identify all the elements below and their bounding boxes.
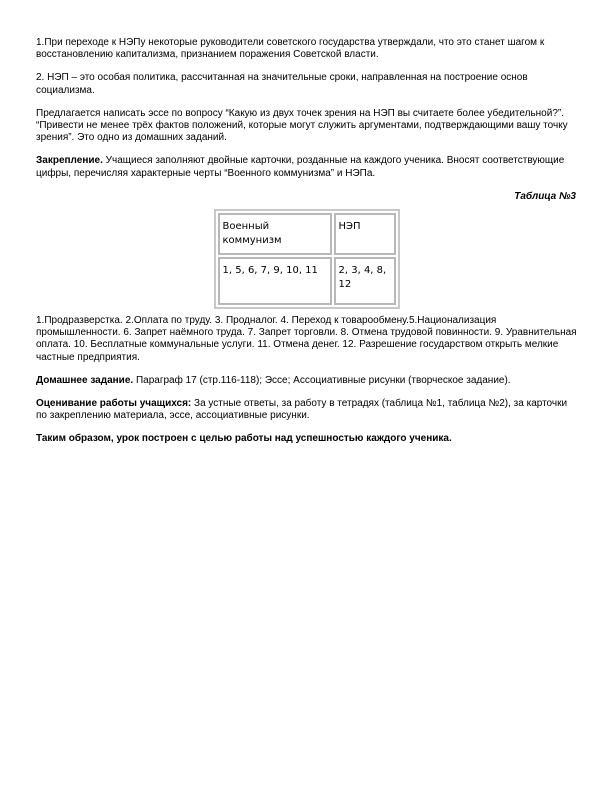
paragraph-viewpoint-1: 1.При переходе к НЭПу некоторые руководители советского государства утверждали, что это станет шагом к восстановлению капитализма, признанием поражения Советской власти. — [36, 37, 545, 61]
table-row — [218, 257, 396, 305]
paragraph-viewpoint-2: 2. НЭП – это особая политика, рассчитанная на значительные сроки, направленная на построение основ социализма. — [36, 72, 528, 96]
paragraph-conclusion: Таким образом, урок построен с целью работы над успешностью каждого ученика. — [36, 433, 452, 445]
cell-nep-numbers: 2, 3, 4, 8, 12 — [334, 257, 396, 305]
comparison-table — [214, 209, 400, 309]
paragraph-essay-task: Предлагается написать эссе по вопросу “Какую из двух точек зрения на НЭП вы считаете более убедительной?”. “Привести не менее трёх фактов положений, которые могут служить аргументами, подтверждающими вашу точку зрения”. Это одно из домашних заданий. — [36, 107, 568, 144]
paragraph-assessment — [36, 398, 577, 422]
assessment-label: Оценивание работы учащихся: — [36, 398, 192, 410]
cell-war-communism-numbers: 1, 5, 6, 7, 9, 10, 11 — [218, 257, 332, 305]
consolidation-text: Учащиеся заполняют двойные карточки, розданные на каждого ученика. Вносят соответствующие цифры, перечисляя характерные черты “Военного коммунизма” и НЭПа. — [36, 155, 565, 179]
homework-text: Параграф 17 (стр.116-118); Эссе; Ассоциативные рисунки (творческое задание). — [133, 374, 511, 386]
homework-label: Домашнее задание. — [36, 374, 134, 386]
table-header-row — [218, 213, 396, 255]
document-page — [36, 37, 577, 457]
assessment-text: За устные ответы, за работу в тетрадях (таблица №1, таблица №2), за карточки по закреплению материала, эссе, ассоциативные рисунки. — [36, 398, 568, 422]
comparison-table-wrapper — [36, 209, 577, 309]
paragraph-consolidation — [36, 155, 577, 179]
consolidation-label: Закрепление. — [36, 155, 103, 167]
header-nep: НЭП — [334, 213, 396, 255]
table-caption: Таблица №3 — [514, 190, 576, 202]
features-list: 1.Продразверстка. 2.Оплата по труду. 3. Продналог. 4. Переход к товарообмену.5.Национализация промышленности. 6. Запрет наёмного труда. 7. Запрет торговли. 8. Отмена трудовой повинности. 9. Уравнительная оплата. 10. Бесплатные коммунальные услуги. 11. Отмена денег. 12. Разрешение государством открыть мелкие частные предприятия. — [36, 315, 577, 363]
paragraph-homework — [36, 375, 577, 387]
header-war-communism: Военный коммунизм — [218, 213, 332, 255]
